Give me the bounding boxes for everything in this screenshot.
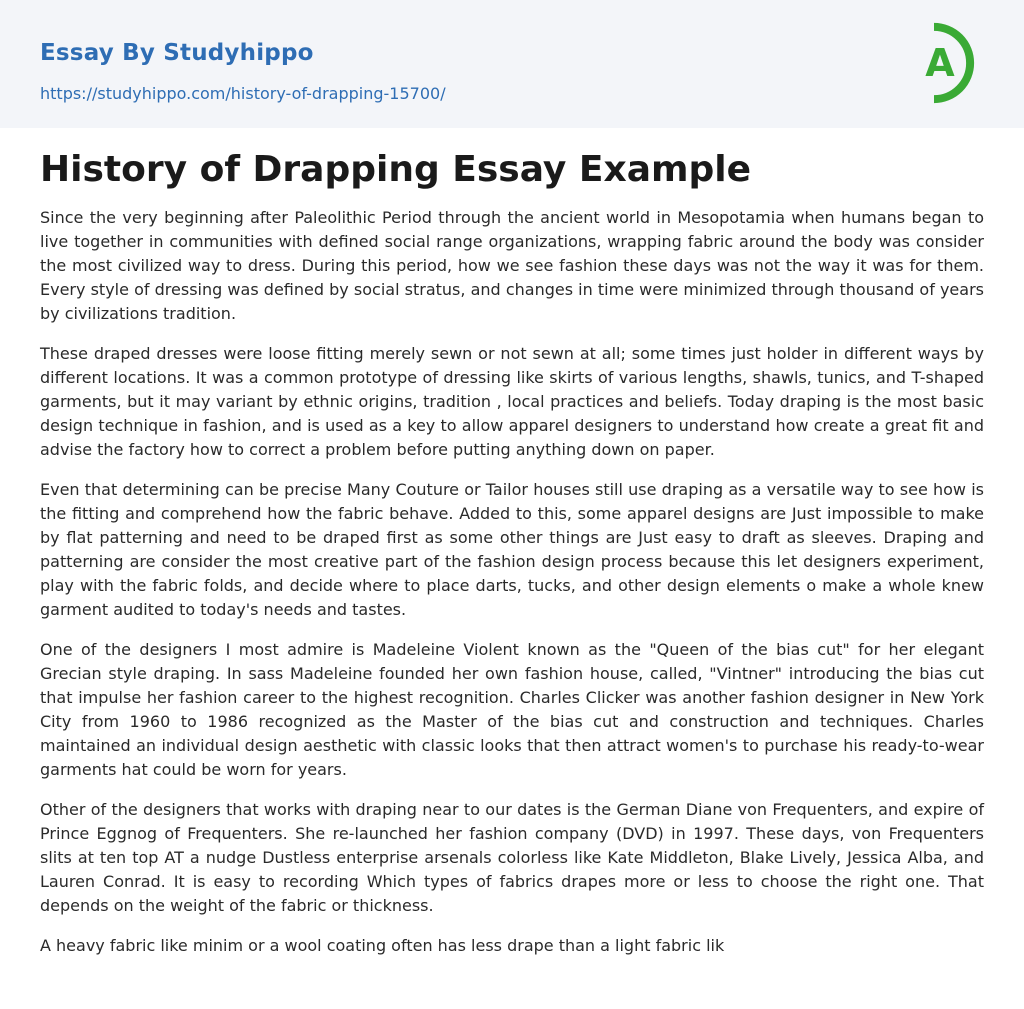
essay-paragraph: Since the very beginning after Paleolithic Period through the ancient world in Mesopotamia when humans began to live together in communities with defined social range organizations, wrapping fabric around the body was consider the most civilized way to dress. During this period, how we see fashion these days was not the way it was for them. Every style of dressing was defined by social stratus, and changes in time were minimized through thousand of years by civilizations tradition. xyxy=(40,208,984,323)
site-title[interactable]: Essay By Studyhippo xyxy=(40,40,314,66)
page-header xyxy=(0,0,1024,128)
logo-letter: A xyxy=(925,41,955,85)
essay-body xyxy=(40,206,984,958)
essay-paragraph-truncated: A heavy fabric like minim or a wool coating often has less drape than a light fabric lik xyxy=(40,936,725,955)
source-url-link[interactable]: https://studyhippo.com/history-of-drapping-15700/ xyxy=(40,84,446,103)
essay-content xyxy=(0,148,1024,958)
essay-paragraph: Even that determining can be precise Many Couture or Tailor houses still use draping as a versatile way to see how is the fitting and comprehend how the fabric behave. Added to this, some apparel designs are Just impossible to make by flat patterning and need to be draped first as some other things are Just easy to draft as sleeves. Draping and patterning are consider the most creative part of the fashion design process because this let designers experiment, play with the fabric folds, and decide where to place darts, tucks, and other design elements o make a whole knew garment audited to today's needs and tastes. xyxy=(40,480,984,619)
essay-title: History of Drapping Essay Example xyxy=(40,149,752,190)
essay-paragraph: Other of the designers that works with draping near to our dates is the German Diane von Frequenters, and expire of Prince Eggnog of Frequenters. She re-launched her fashion company (DVD) in 1997. These days, von Frequenters slits at ten top AT a nudge Dustless enterprise arsenals colorless like Kate Middleton, Blake Lively, Jessica Alba, and Lauren Conrad. It is easy to recording Which types of fabrics drapes more or less to choose the right one. That depends on the weight of the fabric or thickness. xyxy=(40,800,984,915)
essay-paragraph: One of the designers I most admire is Madeleine Violent known as the "Queen of the bias cut" for her elegant Grecian style draping. In sass Madeleine founded her own fashion house, called, "Vintner" introducing the bias cut that impulse her fashion career to the highest recognition. Charles Clicker was another fashion designer in New York City from 1960 to 1986 recognized as the Master of the bias cut and construction and techniques. Charles maintained an individual design aesthetic with classic looks that then attract women's to purchase his ready-to-wear garments hat could be worn for years. xyxy=(40,640,984,779)
studyhippo-a-logo-icon[interactable] xyxy=(912,18,988,108)
essay-paragraph: These draped dresses were loose fitting merely sewn or not sewn at all; some times just holder in different ways by different locations. It was a common prototype of dressing like skirts of various lengths, shawls, tunics, and T-shaped garments, but it may variant by ethnic origins, tradition , local practices and beliefs. Today draping is the most basic design technique in fashion, and is used as a key to allow apparel designers to understand how create a great fit and advise the factory how to correct a problem before putting anything down on paper. xyxy=(40,344,984,459)
